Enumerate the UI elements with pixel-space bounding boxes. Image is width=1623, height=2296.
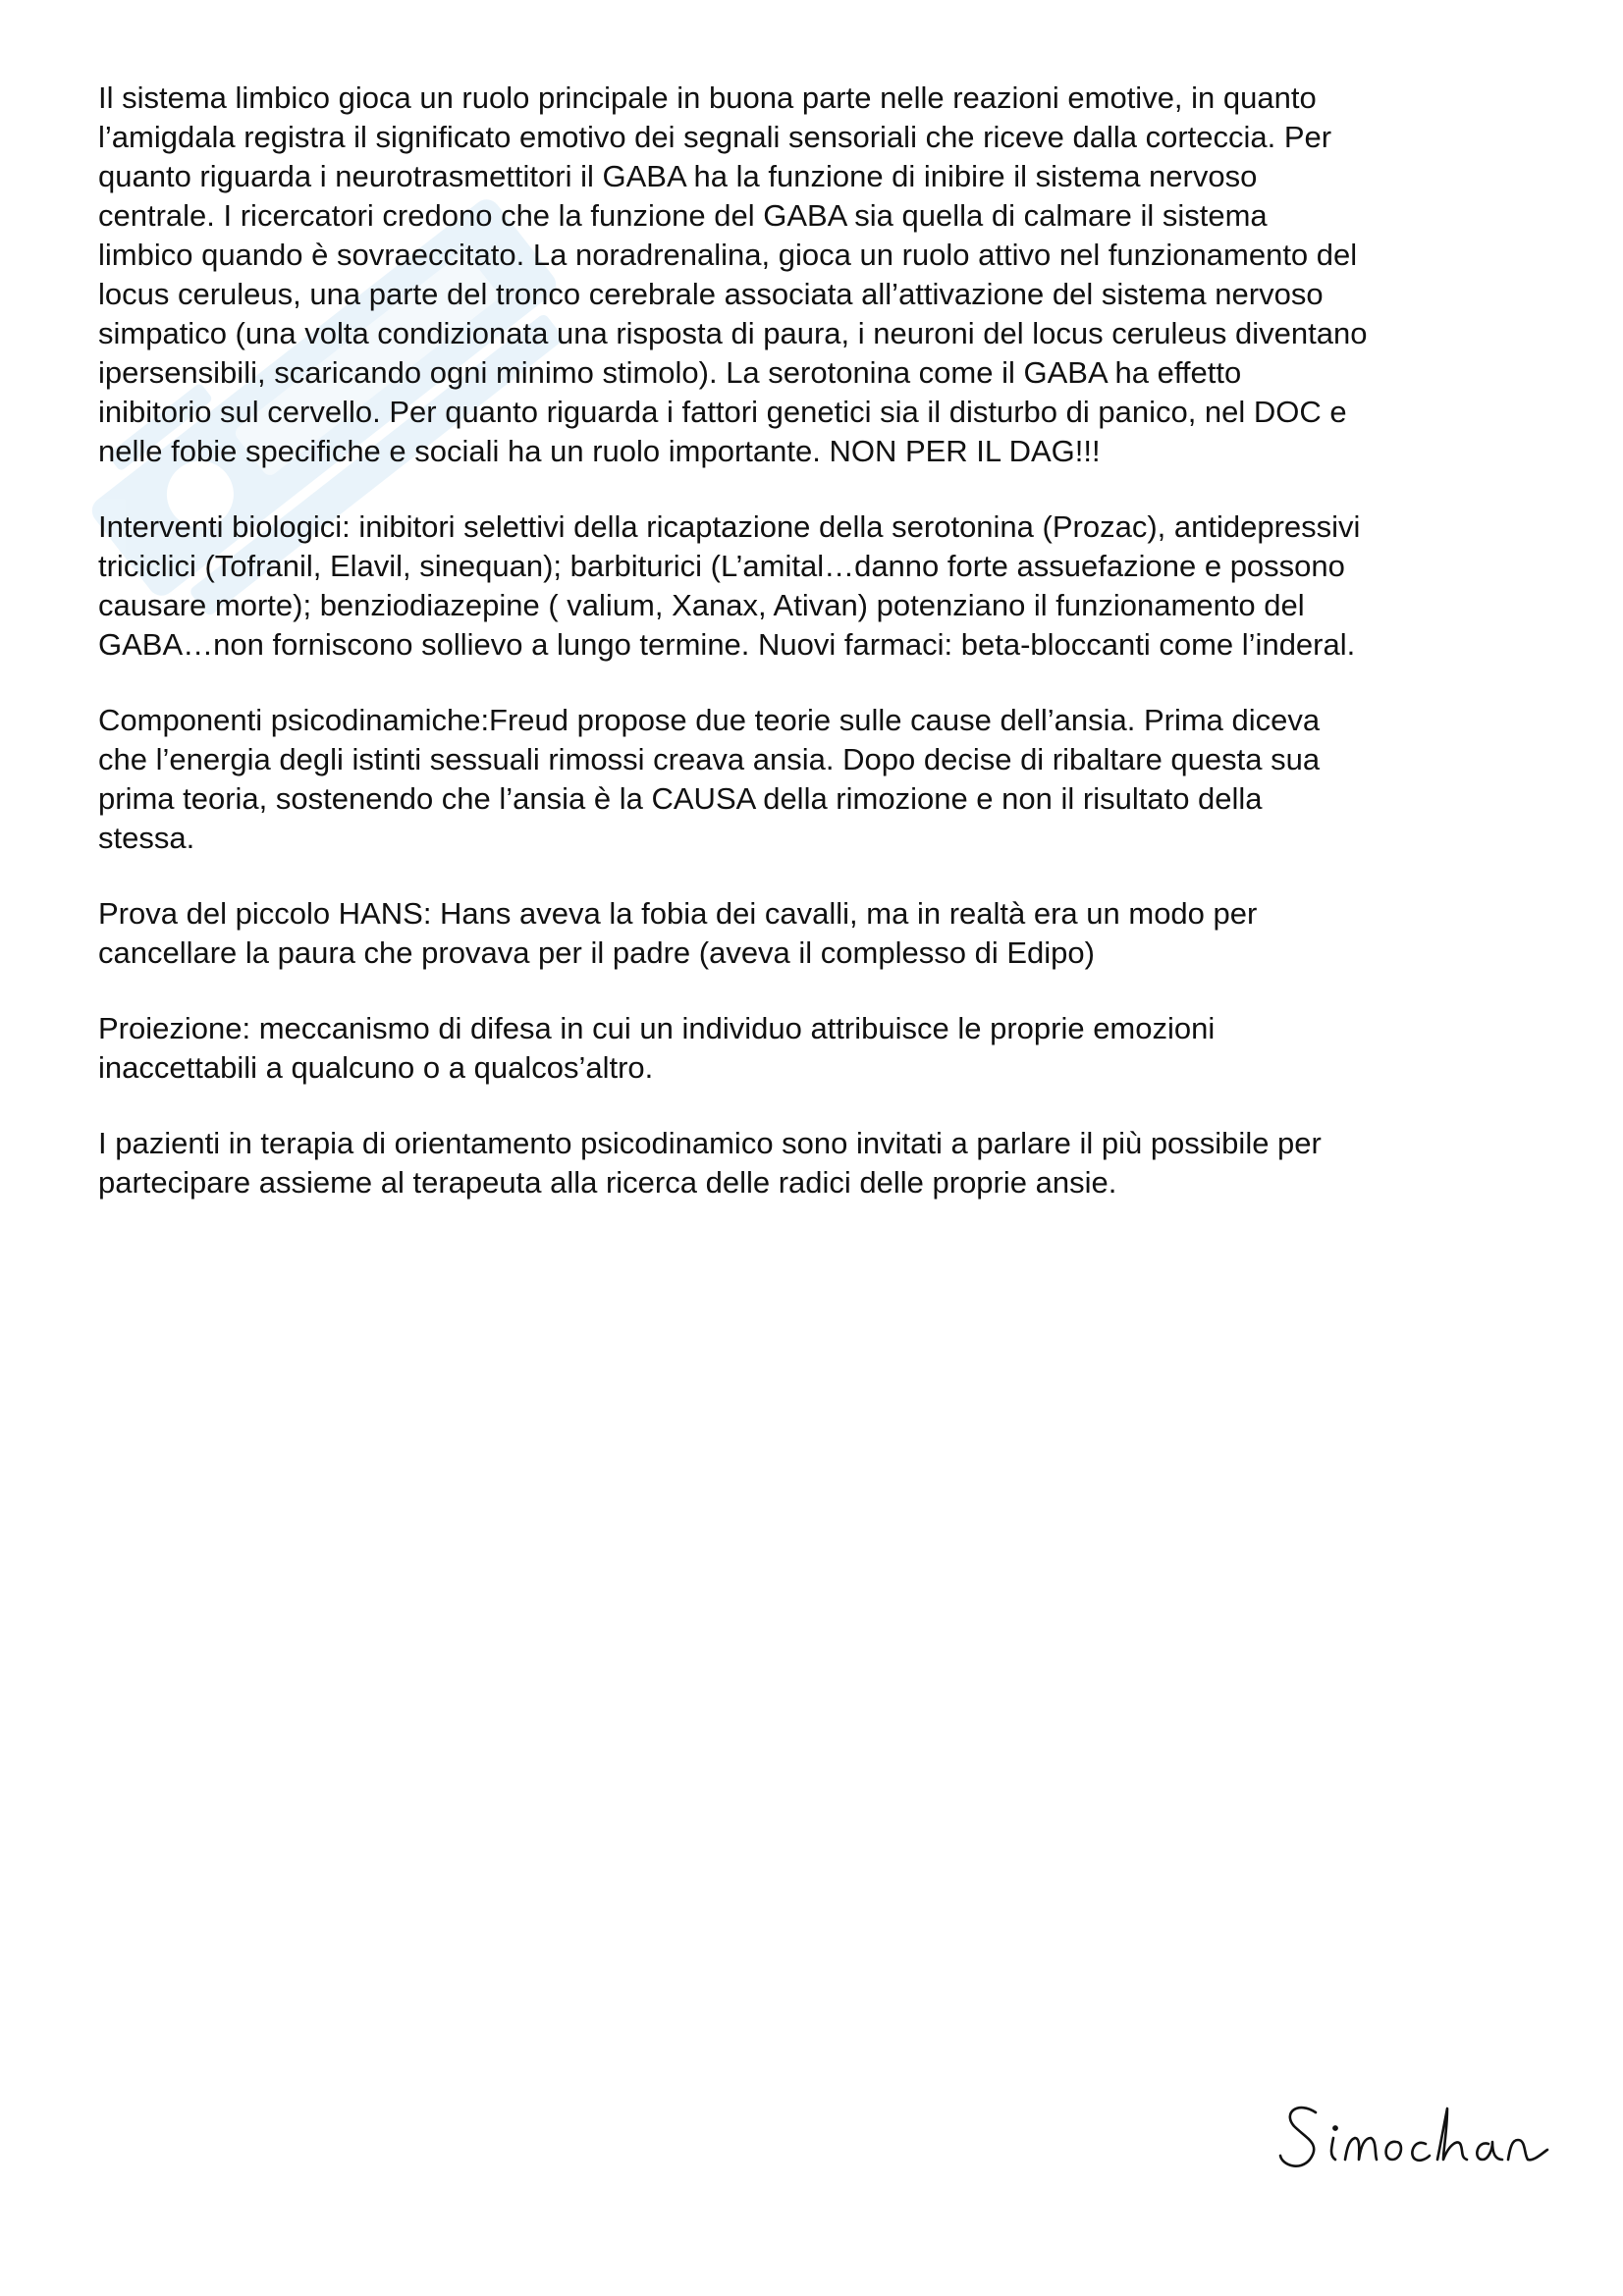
paragraph-interventi-biologici: Interventi biologici: inibitori selettivi della ricaptazione della serotonina (Prozac), antidepressivi triciclici (Tofranil, Elavil, sinequan); barbiturici (L’amital…danno forte assuefazione e possono causare morte); benziodiazepine ( valium, Xanax, Ativan) potenziano il funzionamento del GABA…non forniscono sollievo a lungo termine. Nuovi farmaci: beta-bloccanti come l’inderal. [98, 509, 1361, 662]
paragraph-componenti-psicodinamiche: Componenti psicodinamiche:Freud propose due teorie sulle cause dell’ansia. Prima diceva che l’energia degli istinti sessuali rimossi creava ansia. Dopo decise di ribaltare questa sua prima teoria, sostenendo che l’ansia è la CAUSA della rimozione e non il risultato della stessa. [98, 703, 1321, 855]
paragraph-proiezione: Proiezione: meccanismo di difesa in cui un individuo attribuisce le proprie emozioni inaccettabili a qualcuno o a qualcos’altro. [98, 1011, 1216, 1085]
paragraph-piccolo-hans: Prova del piccolo HANS: Hans aveva la fobia dei cavalli, ma in realtà era un modo per cancellare la paura che provava per il padre (aveva il complesso di Edipo) [98, 896, 1258, 970]
signature-icon [1276, 2091, 1571, 2189]
paragraph-terapia-psicodinamica: I pazienti in terapia di orientamento psicodinamico sono invitati a parlare il più possibile per partecipare assieme al terapeuta alla ricerca delle radici delle proprie ansie. [98, 1126, 1322, 1200]
document-body [98, 79, 1522, 1239]
paragraph-sistema-limbico: Il sistema limbico gioca un ruolo principale in buona parte nelle reazioni emotive, in quanto l’amigdala registra il significato emotivo dei segnali sensoriali che riceve dalla corteccia. Per quanto riguarda i neurotrasmettitori il GABA ha la funzione di inibire il sistema nervoso centrale. I ricercatori credono che la funzione del GABA sia quella di calmare il sistema limbico quando è sovraeccitato. La noradrenalina, gioca un ruolo attivo nel funzionamento del locus ceruleus, una parte del tronco cerebrale associata all’attivazione del sistema nervoso simpatico (una volta condizionata una risposta di paura, i neuroni del locus ceruleus diventano ipersensibili, scaricando ogni minimo stimolo). La serotonina come il GABA ha effetto inibitorio sul cervello. Per quanto riguarda i fattori genetici sia il disturbo di panico, nel DOC e nelle fobie specifiche e sociali ha un ruolo importante. NON PER IL DAG!!! [98, 80, 1368, 468]
